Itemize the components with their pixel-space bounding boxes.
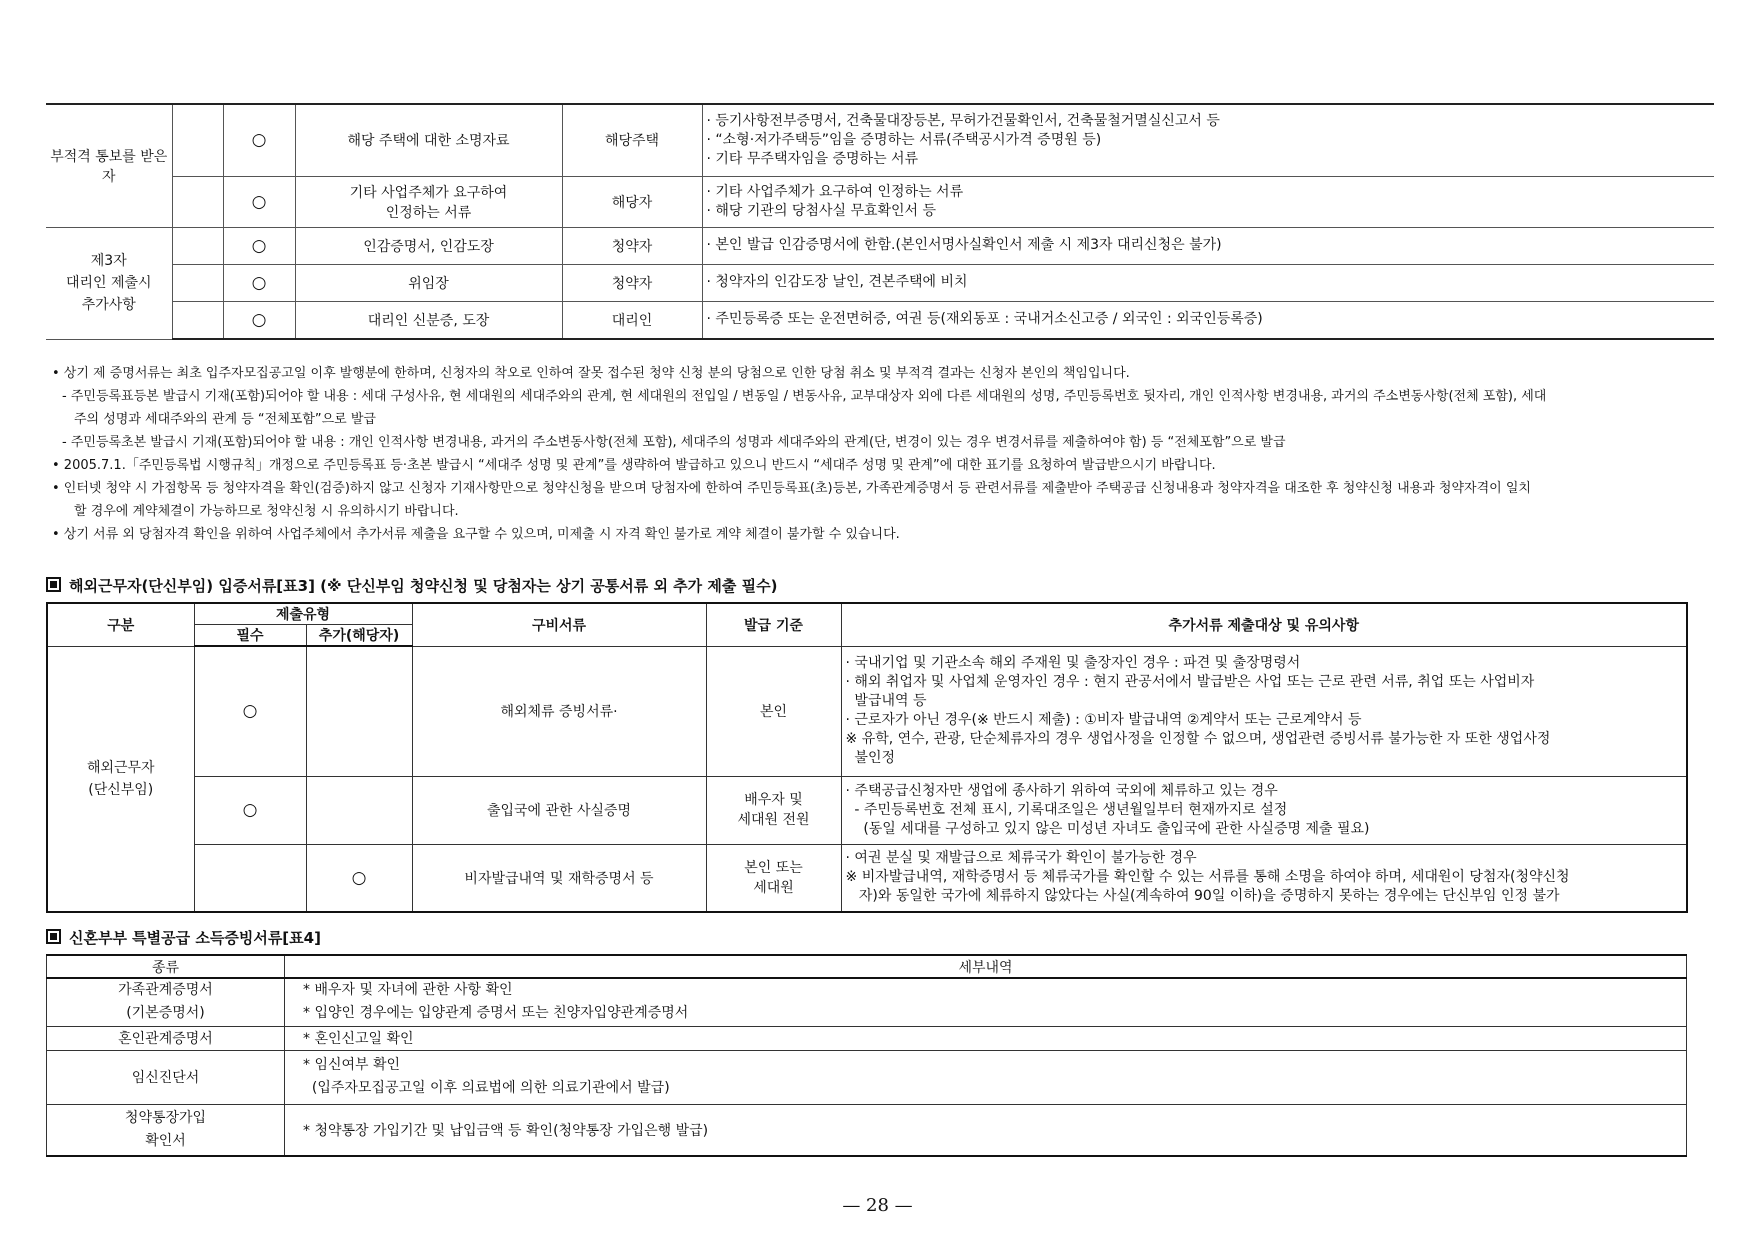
basis-cell: 대리인: [562, 301, 702, 339]
additional-mark: [306, 646, 412, 776]
group-cell: 부적격 통보를 받은자: [46, 104, 172, 227]
detail-cell: * 청약통장 가입기간 및 납입금액 등 확인(청약통장 가입은행 발급): [285, 1104, 1687, 1156]
required-mark: ○: [223, 301, 295, 339]
newlywed-income-table: [46, 954, 1687, 1157]
basis-cell: 청약자: [562, 227, 702, 264]
section-title-overseas: 해외근무자(단신부임) 입증서류[표3] (※ 단신부임 청약신청 및 당첨자는 상기 공통서류 외 추가 제출 필수): [46, 575, 777, 596]
document-cell: 대리인 신분증, 도장: [295, 301, 562, 339]
required-mark: ○: [223, 176, 295, 227]
basis-cell: 해당자: [562, 176, 702, 227]
document-cell: 비자발급내역 및 재학증명서 등: [412, 844, 706, 912]
basis-cell: 본인: [706, 646, 841, 776]
overseas-worker-table: [46, 602, 1688, 913]
table-row: [47, 844, 1687, 912]
document-cell: 위임장: [295, 264, 562, 301]
table-header-row: [47, 955, 1687, 978]
document-cell: 해외체류 증빙서류·: [412, 646, 706, 776]
note-line: 할 경우에 계약체결이 가능하므로 청약신청 시 유의하시기 바랍니다.: [74, 504, 459, 519]
type-cell: 가족관계증명서 (기본증명서): [47, 978, 285, 1026]
detail-cell: · 등기사항전부증명서, 건축물대장등본, 무허가건물확인서, 건축물철거멸실신고서 등 · “소형·저가주택등”임을 증명하는 서류(주택공시가격 증명원 등) · 기타 무주택자임을 증명하는 서류: [702, 104, 1714, 176]
table-row: [47, 1026, 1687, 1050]
required-mark: ○: [223, 264, 295, 301]
table-row: [46, 104, 1714, 176]
type-cell: 청약통장가입 확인서: [47, 1104, 285, 1156]
table-row: [47, 978, 1687, 1026]
detail-cell: · 본인 발급 인감증명서에 한함.(본인서명사실확인서 제출 시 제3자 대리신청은 불가): [702, 227, 1714, 264]
header-detail: 세부내역: [285, 955, 1687, 978]
table-row: [47, 776, 1687, 844]
detail-cell: · 청약자의 인감도장 날인, 견본주택에 비치: [702, 264, 1714, 301]
document-cell: 인감증명서, 인감도장: [295, 227, 562, 264]
document-cell: 해당 주택에 대한 소명자료: [295, 104, 562, 176]
required-mark: ○: [223, 104, 295, 176]
group-cell: 제3자 대리인 제출시 추가사항: [46, 227, 172, 339]
table-row: [46, 301, 1714, 339]
table-row: [46, 264, 1714, 301]
detail-cell: · 기타 사업주체가 요구하여 인정하는 서류 · 해당 기관의 당첨사실 무효확인서 등: [702, 176, 1714, 227]
header-notes: 추가서류 제출대상 및 유의사항: [841, 603, 1687, 646]
required-mark: [194, 844, 306, 912]
table-row: [46, 227, 1714, 264]
table-header-row: [47, 603, 1687, 625]
document-cell: 기타 사업주체가 요구하여 인정하는 서류: [295, 176, 562, 227]
page-number: — 28 —: [842, 1195, 913, 1216]
header-additional: 추가(해당자): [306, 625, 412, 647]
table-row: [47, 1104, 1687, 1156]
note-line: • 상기 서류 외 당첨자격 확인을 위하여 사업주체에서 추가서류 제출을 요구할 수 있으며, 미제출 시 자격 확인 불가로 계약 체결이 불가할 수 있습니다.: [52, 527, 900, 542]
basis-cell: 해당주택: [562, 104, 702, 176]
type-cell: 혼인관계증명서: [47, 1026, 285, 1050]
note-line: - 주민등록초본 발급시 기재(포함)되어야 할 내용 : 개인 인적사항 변경내용, 과거의 주소변동사항(전체 포함), 세대주의 성명과 세대주와의 관계(단, 변경이 있는 경우 변경서류를 제출하여야 함) 등 “전체포함”으로 발급: [62, 435, 1286, 450]
table-row: [47, 1050, 1687, 1104]
note-line: - 주민등록표등본 발급시 기재(포함)되어야 할 내용 : 세대 구성사유, 현 세대원의 세대주와의 관계, 현 세대원의 전입일 / 변동일 / 변동사유, 교부대상자 외에 다른 세대원의 성명, 주민등록번호 뒷자리, 개인 인적사항 변경내용, 과거의 주소변동사항(전체 포함), 세대: [62, 389, 1547, 404]
detail-cell: * 혼인신고일 확인: [285, 1026, 1687, 1050]
basis-cell: 청약자: [562, 264, 702, 301]
section-title-newlywed: 신혼부부 특별공급 소득증빙서류[표4]: [46, 927, 321, 948]
required-mark: ○: [223, 227, 295, 264]
detail-cell: * 임신여부 확인 (입주자모집공고일 이후 의료법에 의한 의료기관에서 발급): [285, 1050, 1687, 1104]
note-line: • 상기 제 증명서류는 최초 입주자모집공고일 이후 발행분에 한하며, 신청자의 착오로 인하여 잘못 접수된 청약 신청 분의 당첨으로 인한 당첨 취소 및 부적격 결과는 신청자 본인의 책임입니다.: [52, 366, 1130, 381]
eligibility-documents-table: [46, 103, 1714, 340]
additional-mark: ○: [306, 844, 412, 912]
additional-mark: [306, 776, 412, 844]
note-line: • 인터넷 청약 시 가점항목 등 청약자격을 확인(검증)하지 않고 신청자 기재사항만으로 청약신청을 받으며 당첨자에 한하여 주민등록표(초)등본, 가족관계증명서 등 관련서류를 제출받아 주택공급 신청내용과 청약자격을 대조한 후 청약신청 내용과 청약자격이 일치: [52, 481, 1531, 496]
header-basis: 발급 기준: [706, 603, 841, 646]
detail-cell: * 배우자 및 자녀에 관한 사항 확인 * 입양인 경우에는 입양관계 증명서 또는 친양자입양관계증명서: [285, 978, 1687, 1026]
note-line: • 2005.7.1.「주민등록법 시행규칙」개정으로 주민등록표 등·초본 발급시 “세대주 성명 및 관계”를 생략하여 발급하고 있으니 반드시 “세대주 성명 및 관계”에 대한 표기를 요청하여 발급받으시기 바랍니다.: [52, 458, 1216, 473]
header-category: 구분: [47, 603, 194, 646]
header-required: 필수: [194, 625, 306, 647]
header-submit-type: 제출유형: [194, 603, 412, 625]
square-bullet-icon: [46, 929, 61, 944]
detail-cell: · 주민등록증 또는 운전면허증, 여권 등(재외동포 : 국내거소신고증 / 외국인 : 외국인등록증): [702, 301, 1714, 339]
basis-cell: 본인 또는 세대원: [706, 844, 841, 912]
category-cell: 해외근무자 (단신부임): [47, 646, 194, 912]
header-document: 구비서류: [412, 603, 706, 646]
header-type: 종류: [47, 955, 285, 978]
basis-cell: 배우자 및 세대원 전원: [706, 776, 841, 844]
square-bullet-icon: [46, 577, 61, 592]
detail-cell: · 국내기업 및 기관소속 해외 주재원 및 출장자인 경우 : 파견 및 출장명령서 · 해외 취업자 및 사업체 운영자인 경우 : 현지 관공서에서 발급받은 사업 또는 근로 관련 서류, 취업 또는 사업비자 발급내역 등 · 근로자가 아닌 경우(※ 반드시 제출) : ①비자 발급내역 ②계약서 또는 근로계약서 등 ※ 유학, 연수, 관광, 단순체류자의 경우 생업사정을 인정할 수 없으며, 생업관련 증빙서류 불가능한 자 또한 생업사정 불인정: [841, 646, 1687, 776]
detail-cell: · 여권 분실 및 재발급으로 체류국가 확인이 불가능한 경우 ※ 비자발급내역, 재학증명서 등 체류국가를 확인할 수 있는 서류를 통해 소명을 하여야 하며, 세대원이 당첨자(청약신청 자)와 동일한 국가에 체류하지 않았다는 사실(계속하여 90일 이하)을 증명하지 못하는 경우에는 단신부임 인정 불가: [841, 844, 1687, 912]
table-row: [46, 176, 1714, 227]
type-cell: 임신진단서: [47, 1050, 285, 1104]
note-line: 주의 성명과 세대주와의 관계 등 “전체포함”으로 발급: [74, 412, 376, 427]
required-mark: ○: [194, 646, 306, 776]
table-row: [47, 646, 1687, 776]
notes-block: [52, 362, 1712, 546]
detail-cell: · 주택공급신청자만 생업에 종사하기 위하여 국외에 체류하고 있는 경우 - 주민등록번호 전체 표시, 기록대조일은 생년월일부터 현재까지로 설정 (동일 세대를 구성하고 있지 않은 미성년 자녀도 출입국에 관한 사실증명 제출 필요): [841, 776, 1687, 844]
required-mark: ○: [194, 776, 306, 844]
document-cell: 출입국에 관한 사실증명: [412, 776, 706, 844]
